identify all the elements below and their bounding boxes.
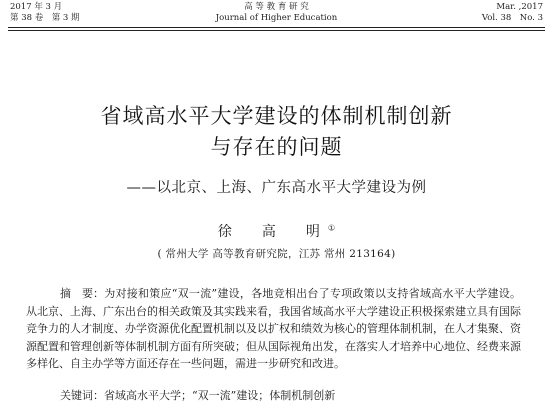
author-affiliation: ( 常州大学 高等教育研究院，江苏 常州 213164) — [157, 248, 396, 260]
keywords — [60, 387, 533, 404]
header-rule-thin — [8, 30, 545, 31]
header-center — [10, 2, 543, 24]
author — [0, 221, 553, 241]
journal-header — [10, 2, 543, 28]
header-right — [482, 2, 543, 24]
paper-title-line1: 省域高水平大学建设的体制机制创新 — [100, 104, 453, 128]
header-rule-thick — [8, 27, 545, 28]
keywords-label: 关键词： — [60, 389, 104, 402]
abstract — [26, 285, 521, 373]
header-date-en: Mar. ,2017 — [496, 2, 543, 12]
abstract-text: 为对接和策应“双一流”建设，各地竞相出台了专项政策以支持省域高水平大学建设。从北京、上海、广东出台的相关政策及其实践来看，我国省域高水平大学建设正积极探索建立具有国际竞争力的人才制度、办学资源优化配置机制以及以扩权和绩效为核心的管理体制机制，在人才集聚、资源配置和管理创新等体制机制方面有所突破；但从国际视角出发，在落实人才培养中心地位、经费来源多样化、自主办学等方面还存在一些问题，需进一步研究和改进。 — [26, 287, 521, 370]
header-volume-en: Vol. 38 No. 3 — [481, 13, 543, 23]
header-journal-en: Journal of Higher Education — [215, 13, 338, 23]
header-volume-cn: 第 38 卷 第 3 期 — [10, 13, 80, 23]
paper-subtitle: ——以北京、上海、广东高水平大学建设为例 — [126, 180, 427, 196]
paper-title-line2: 与存在的问题 — [210, 135, 343, 159]
keywords-text: 省域高水平大学；“双一流”建设；体制机制创新 — [104, 389, 336, 402]
author-footnote-marker: ① — [327, 223, 336, 233]
author-name: 徐 高 明 — [217, 224, 328, 240]
header-journal-cn: 高 等 教 育 研 究 — [244, 2, 309, 12]
header-date-cn: 2017 年 3 月 — [10, 2, 63, 12]
abstract-label: 摘 要： — [60, 287, 104, 300]
